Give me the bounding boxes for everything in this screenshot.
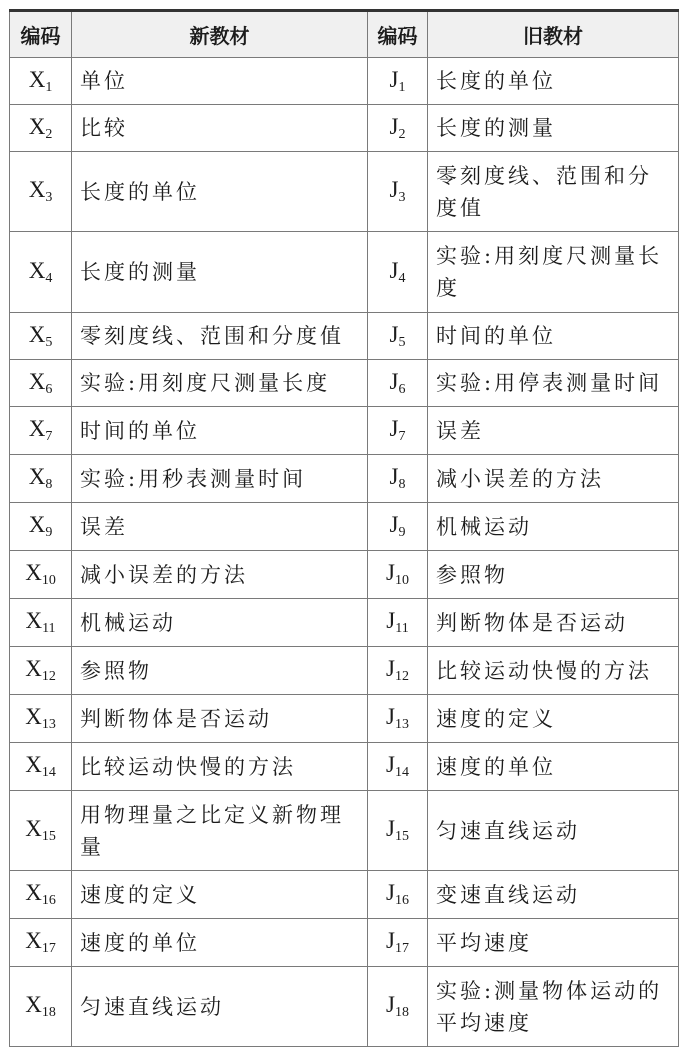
old-code-number: 13 (394, 717, 409, 732)
header-old-textbook: 旧教材 (428, 11, 679, 58)
table-row (10, 407, 679, 455)
table-row (10, 695, 679, 743)
new-code-number: 4 (45, 270, 53, 286)
old-code-letter: J (389, 113, 399, 139)
new-topic: 速度的定义 (72, 871, 368, 919)
new-topic: 实验:用刻度尺测量长度 (72, 360, 368, 407)
header-code-new: 编码 (10, 11, 72, 58)
table-row (10, 967, 679, 1047)
new-code (10, 232, 72, 313)
old-code (368, 967, 428, 1047)
header-new-textbook: 新教材 (72, 11, 368, 58)
old-code-letter: J (386, 752, 395, 777)
table-row (10, 647, 679, 695)
new-topic: 零刻度线、范围和分度值 (72, 313, 368, 360)
old-code-number: 14 (394, 765, 409, 780)
old-code-number: 11 (395, 621, 409, 636)
old-code-number: 4 (398, 270, 406, 286)
old-code-letter: J (386, 560, 395, 585)
old-topic: 误差 (428, 407, 679, 455)
old-code (368, 152, 428, 232)
old-code-letter: J (386, 608, 396, 633)
old-code-number: 9 (398, 525, 406, 540)
header-code-old: 编码 (368, 11, 428, 58)
new-code-number: 12 (41, 669, 56, 684)
new-topic: 比较 (72, 105, 368, 152)
new-topic: 时间的单位 (72, 407, 368, 455)
new-code (10, 647, 72, 695)
old-code (368, 743, 428, 791)
new-topic: 单位 (72, 58, 368, 105)
old-code-letter: J (386, 704, 395, 729)
new-code-number: 11 (42, 621, 56, 636)
table-row (10, 232, 679, 313)
old-code (368, 503, 428, 551)
new-code-letter: X (25, 928, 42, 953)
table-row (10, 551, 679, 599)
old-code (368, 455, 428, 503)
comparison-table (9, 9, 679, 1047)
new-topic: 参照物 (72, 647, 368, 695)
old-topic: 变速直线运动 (428, 871, 679, 919)
old-topic: 减小误差的方法 (428, 455, 679, 503)
header-row (10, 11, 679, 58)
old-code (368, 360, 428, 407)
table-row (10, 58, 679, 105)
new-code-number: 9 (45, 525, 53, 540)
old-topic: 速度的定义 (428, 695, 679, 743)
table-row (10, 791, 679, 871)
new-code-letter: X (25, 656, 42, 681)
old-code (368, 58, 428, 105)
old-code-letter: J (389, 66, 399, 92)
new-code (10, 967, 72, 1047)
old-code (368, 871, 428, 919)
old-code-number: 10 (394, 573, 409, 588)
old-code-number: 17 (394, 941, 409, 956)
old-code-number: 3 (398, 190, 406, 205)
old-code-letter: J (389, 257, 399, 283)
new-code (10, 503, 72, 551)
new-code (10, 58, 72, 105)
new-code (10, 871, 72, 919)
new-code (10, 152, 72, 232)
old-topic: 参照物 (428, 551, 679, 599)
new-code-letter: X (28, 177, 46, 202)
new-code (10, 407, 72, 455)
table-row (10, 360, 679, 407)
old-topic: 实验:用刻度尺测量长度 (428, 232, 679, 313)
old-code-number: 7 (398, 429, 406, 444)
new-topic: 用物理量之比定义新物理量 (72, 791, 368, 871)
table-row (10, 313, 679, 360)
new-topic: 实验:用秒表测量时间 (72, 455, 368, 503)
new-code-number: 15 (41, 829, 56, 844)
old-topic: 实验:测量物体运动的平均速度 (428, 967, 679, 1047)
new-topic: 匀速直线运动 (72, 967, 368, 1047)
new-topic: 长度的测量 (72, 232, 368, 313)
old-topic: 比较运动快慢的方法 (428, 647, 679, 695)
new-code-letter: X (25, 880, 42, 905)
new-code-letter: X (28, 368, 46, 394)
new-code-letter: X (25, 992, 42, 1017)
old-topic: 判断物体是否运动 (428, 599, 679, 647)
table-row (10, 105, 679, 152)
new-topic: 误差 (72, 503, 368, 551)
old-code-number: 15 (394, 829, 409, 844)
old-topic: 长度的测量 (428, 105, 679, 152)
new-code-number: 2 (45, 126, 53, 142)
old-code-number: 5 (398, 334, 406, 350)
new-code (10, 599, 72, 647)
table-row (10, 503, 679, 551)
new-code (10, 313, 72, 360)
old-code-number: 16 (394, 893, 409, 908)
old-code (368, 919, 428, 967)
new-code-number: 18 (41, 1005, 56, 1020)
old-code-letter: J (389, 512, 399, 537)
old-code (368, 551, 428, 599)
old-code (368, 105, 428, 152)
table-row (10, 919, 679, 967)
new-code (10, 743, 72, 791)
new-code-letter: X (28, 257, 46, 283)
old-code-number: 2 (398, 126, 406, 142)
new-topic: 减小误差的方法 (72, 551, 368, 599)
old-code (368, 232, 428, 313)
new-code-number: 13 (41, 717, 56, 732)
old-topic: 匀速直线运动 (428, 791, 679, 871)
new-topic: 机械运动 (72, 599, 368, 647)
old-topic: 平均速度 (428, 919, 679, 967)
table-row (10, 455, 679, 503)
new-code-number: 1 (45, 79, 53, 95)
new-code (10, 551, 72, 599)
old-code-number: 1 (398, 79, 406, 95)
new-code-letter: X (25, 704, 42, 729)
old-code-letter: J (389, 368, 399, 394)
old-code-letter: J (389, 321, 399, 347)
new-code-letter: X (28, 512, 46, 537)
new-topic: 速度的单位 (72, 919, 368, 967)
new-code (10, 105, 72, 152)
old-topic: 机械运动 (428, 503, 679, 551)
new-code (10, 360, 72, 407)
new-code-number: 8 (45, 477, 53, 492)
old-code (368, 599, 428, 647)
old-topic: 长度的单位 (428, 58, 679, 105)
new-code-letter: X (25, 560, 42, 585)
new-code-letter: X (28, 113, 46, 139)
new-topic: 判断物体是否运动 (72, 695, 368, 743)
new-code-letter: X (25, 816, 42, 841)
new-code-number: 14 (41, 765, 56, 780)
new-code-letter: X (25, 608, 43, 633)
new-code-number: 5 (45, 334, 53, 350)
old-code-number: 8 (398, 477, 406, 492)
old-code-letter: J (386, 880, 395, 905)
new-code-letter: X (28, 321, 46, 347)
old-code (368, 647, 428, 695)
new-code-letter: X (28, 464, 46, 489)
old-topic: 时间的单位 (428, 313, 679, 360)
new-code-number: 16 (41, 893, 56, 908)
table-row (10, 152, 679, 232)
old-topic: 实验:用停表测量时间 (428, 360, 679, 407)
old-code-letter: J (389, 416, 399, 441)
old-code (368, 695, 428, 743)
old-topic: 速度的单位 (428, 743, 679, 791)
old-code (368, 407, 428, 455)
new-code-number: 10 (41, 573, 56, 588)
old-code-number: 12 (394, 669, 409, 684)
new-topic: 比较运动快慢的方法 (72, 743, 368, 791)
old-code (368, 313, 428, 360)
old-code-letter: J (386, 928, 395, 953)
new-topic: 长度的单位 (72, 152, 368, 232)
new-code-letter: X (25, 752, 42, 777)
new-code-letter: X (28, 416, 46, 441)
old-code-number: 18 (394, 1005, 409, 1020)
old-code-letter: J (386, 656, 395, 681)
new-code-number: 3 (45, 190, 53, 205)
new-code (10, 919, 72, 967)
new-code-letter: X (28, 66, 46, 92)
table-row (10, 743, 679, 791)
old-code-letter: J (389, 464, 399, 489)
old-code-letter: J (386, 992, 395, 1017)
new-code (10, 695, 72, 743)
new-code (10, 791, 72, 871)
new-code-number: 7 (45, 429, 53, 444)
new-code-number: 6 (45, 381, 53, 397)
new-code-number: 17 (41, 941, 56, 956)
old-code-number: 6 (398, 381, 406, 397)
old-code (368, 791, 428, 871)
table-row (10, 599, 679, 647)
table-row (10, 871, 679, 919)
old-topic: 零刻度线、范围和分度值 (428, 152, 679, 232)
new-code (10, 455, 72, 503)
old-code-letter: J (386, 816, 395, 841)
old-code-letter: J (389, 177, 399, 202)
